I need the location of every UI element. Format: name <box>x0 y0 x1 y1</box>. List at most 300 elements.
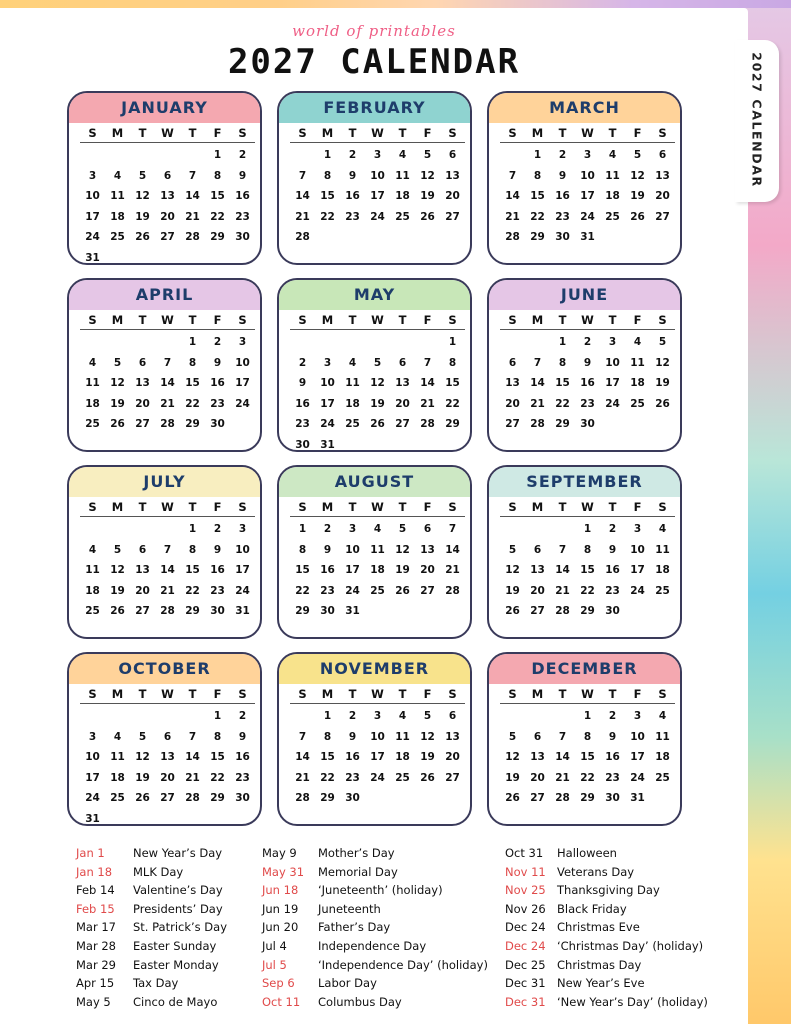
empty-day-cell <box>500 332 525 353</box>
holiday-name: Black Friday <box>557 901 627 916</box>
holiday-date: Nov 26 <box>505 901 546 916</box>
weekday-label: T <box>608 687 617 701</box>
holiday-date: Dec 31 <box>505 976 546 991</box>
weekday-label: W <box>371 500 384 514</box>
day-cell: 18 <box>605 190 620 202</box>
holiday-date: Feb 14 <box>76 883 115 898</box>
day-cell: 5 <box>633 149 642 161</box>
weekday-label: F <box>633 500 642 514</box>
day-cell: 19 <box>505 771 520 784</box>
holiday-row <box>76 881 227 900</box>
weekday-label: T <box>608 313 617 327</box>
weekday-label: S <box>238 500 247 514</box>
day-cell: 13 <box>655 169 670 182</box>
day-cell: 2 <box>213 336 222 348</box>
day-cell: 4 <box>658 523 667 535</box>
holiday-column <box>76 844 227 1011</box>
day-cell: 18 <box>110 210 125 223</box>
day-cell: 16 <box>235 190 250 202</box>
day-cell: 15 <box>185 377 200 389</box>
holiday-date: Dec 31 <box>505 994 546 1009</box>
empty-day-cell <box>155 332 180 353</box>
holiday-name: Juneteenth <box>318 901 381 916</box>
day-cell: 29 <box>320 792 335 804</box>
day-cell: 15 <box>320 190 335 202</box>
day-cell: 29 <box>185 605 200 617</box>
day-cell: 22 <box>320 771 335 784</box>
day-cell: 6 <box>163 169 172 182</box>
empty-day-cell <box>390 332 415 353</box>
day-cell: 5 <box>508 543 517 556</box>
day-cell: 1 <box>188 336 197 348</box>
day-cell: 2 <box>558 149 567 161</box>
day-cell: 2 <box>238 710 247 722</box>
day-cell: 28 <box>420 418 435 430</box>
day-cell: 2 <box>238 149 247 161</box>
day-cell: 22 <box>295 584 310 597</box>
month-card-may <box>277 278 472 452</box>
day-cell: 3 <box>583 149 592 161</box>
day-cell: 10 <box>630 730 645 743</box>
day-cell: 25 <box>370 584 385 597</box>
day-cell: 25 <box>110 231 125 243</box>
holiday-name: MLK Day <box>133 864 184 879</box>
day-cell: 19 <box>370 397 385 410</box>
weekday-label: S <box>658 313 667 327</box>
day-cell: 6 <box>533 730 542 743</box>
empty-day-cell <box>290 706 315 727</box>
holiday-row <box>76 918 227 937</box>
day-cell: 3 <box>373 149 382 161</box>
weekday-label: T <box>138 500 147 514</box>
day-cell: 27 <box>530 605 545 617</box>
day-cell: 14 <box>160 564 175 576</box>
holiday-date: Oct 31 <box>505 846 544 860</box>
day-cell: 28 <box>555 792 570 804</box>
day-cell: 27 <box>505 418 520 430</box>
day-cell: 17 <box>370 751 385 763</box>
holiday-date: Jun 20 <box>262 920 299 935</box>
day-cell: 6 <box>658 149 667 161</box>
month-header: JUNE <box>489 280 680 310</box>
day-cell: 28 <box>445 584 460 597</box>
day-cell: 12 <box>505 564 520 576</box>
day-cell: 11 <box>370 543 385 556</box>
day-cell: 16 <box>235 751 250 763</box>
day-cell: 13 <box>395 377 410 389</box>
day-cell: 9 <box>608 543 617 556</box>
day-cell: 12 <box>135 751 150 763</box>
day-cell: 11 <box>110 190 125 202</box>
weekday-label: S <box>658 687 667 701</box>
weekday-label: W <box>161 687 174 701</box>
day-cell: 25 <box>630 397 645 410</box>
weekday-label: T <box>188 126 197 140</box>
holiday-name: New Year’s Eve <box>557 976 645 991</box>
month-header: JULY <box>69 467 260 497</box>
weekday-label: M <box>531 500 544 514</box>
day-cell: 25 <box>655 771 670 784</box>
weekday-label: T <box>348 500 357 514</box>
holiday-date: Jul 4 <box>262 938 287 953</box>
day-cell: 10 <box>370 730 385 743</box>
weekday-label: S <box>658 126 667 140</box>
holiday-row <box>76 863 227 882</box>
empty-day-cell <box>525 519 550 540</box>
weekday-label: F <box>423 687 432 701</box>
day-cell: 1 <box>323 149 332 161</box>
day-cell: 28 <box>160 605 175 617</box>
day-cell: 6 <box>398 356 407 369</box>
weekday-label: M <box>321 687 334 701</box>
day-cell: 7 <box>558 730 567 743</box>
day-cell: 4 <box>348 356 357 369</box>
day-cell: 26 <box>505 605 520 617</box>
day-cell: 28 <box>505 231 520 243</box>
day-cell: 25 <box>345 418 360 430</box>
day-cell: 17 <box>630 564 645 576</box>
day-cell: 26 <box>505 792 520 804</box>
empty-day-cell <box>105 332 130 353</box>
weekday-label: S <box>88 500 97 514</box>
month-header: FEBRUARY <box>279 93 470 123</box>
empty-day-cell <box>105 706 130 727</box>
day-cell: 12 <box>395 543 410 556</box>
day-cell: 9 <box>583 356 592 369</box>
weekday-label: S <box>448 500 457 514</box>
holiday-name: ‘New Year’s Day’ (holiday) <box>557 994 708 1009</box>
weekday-label: T <box>558 687 567 701</box>
day-cell: 20 <box>160 210 175 223</box>
weekday-label: S <box>298 500 307 514</box>
day-cell: 23 <box>210 584 225 597</box>
day-cell: 14 <box>420 377 435 389</box>
weekday-label: M <box>111 500 124 514</box>
weekday-label: M <box>111 126 124 140</box>
day-cell: 11 <box>110 751 125 763</box>
day-cell: 27 <box>135 418 150 430</box>
day-cell: 16 <box>605 751 620 763</box>
day-cell: 13 <box>160 190 175 202</box>
day-cell: 15 <box>445 377 460 389</box>
day-cell: 11 <box>345 377 360 389</box>
empty-day-cell <box>80 332 105 353</box>
holiday-date: Jul 5 <box>262 957 287 972</box>
weekday-label: W <box>581 126 594 140</box>
holiday-name: Mother’s Day <box>318 846 395 860</box>
day-cell: 7 <box>448 523 457 535</box>
day-cell: 27 <box>530 792 545 804</box>
day-cell: 1 <box>188 523 197 535</box>
weekday-header-row <box>80 126 255 143</box>
day-cell: 26 <box>135 792 150 804</box>
holiday-row <box>505 918 708 937</box>
holiday-row <box>262 918 488 937</box>
day-cell: 31 <box>345 605 360 617</box>
holiday-row <box>505 881 708 900</box>
top-color-band <box>0 0 791 8</box>
weekday-label: T <box>558 126 567 140</box>
day-cell: 6 <box>138 543 147 556</box>
day-cell: 8 <box>558 356 567 369</box>
weekday-label: T <box>558 313 567 327</box>
day-cell: 17 <box>370 190 385 202</box>
day-cell: 2 <box>348 149 357 161</box>
weekday-label: W <box>371 313 384 327</box>
day-cell: 1 <box>213 149 222 161</box>
holiday-name: Columbus Day <box>318 994 402 1009</box>
empty-day-cell <box>155 145 180 166</box>
day-cell: 30 <box>235 792 250 804</box>
day-cell: 21 <box>555 771 570 784</box>
day-cell: 21 <box>185 210 200 223</box>
weekday-label: S <box>298 687 307 701</box>
day-cell: 23 <box>605 771 620 784</box>
day-cell: 30 <box>580 418 595 430</box>
day-cell: 16 <box>555 190 570 202</box>
holiday-date: Jan 18 <box>76 864 113 879</box>
day-cell: 18 <box>630 377 645 389</box>
holiday-name: ‘Juneteenth’ (holiday) <box>318 883 443 898</box>
empty-day-cell <box>155 519 180 540</box>
day-cell: 24 <box>370 210 385 223</box>
day-cell: 15 <box>580 751 595 763</box>
day-cell: 4 <box>113 169 122 182</box>
holiday-row <box>505 937 708 956</box>
days-grid <box>290 145 470 248</box>
day-cell: 18 <box>85 397 100 410</box>
day-cell: 6 <box>423 523 432 535</box>
holiday-name: Independence Day <box>318 938 427 953</box>
month-header: NOVEMBER <box>279 654 470 684</box>
day-cell: 30 <box>345 792 360 804</box>
day-cell: 22 <box>185 584 200 597</box>
day-cell: 2 <box>323 523 332 535</box>
day-cell: 16 <box>320 564 335 576</box>
day-cell: 18 <box>370 564 385 576</box>
holiday-date: May 9 <box>262 846 297 860</box>
day-cell: 24 <box>320 418 335 430</box>
day-cell: 7 <box>188 169 197 182</box>
day-cell: 5 <box>423 149 432 161</box>
weekday-label: M <box>531 126 544 140</box>
day-cell: 28 <box>185 231 200 243</box>
day-cell: 13 <box>445 169 460 182</box>
day-cell: 12 <box>135 190 150 202</box>
holiday-column <box>505 844 708 1011</box>
holiday-row <box>505 844 708 863</box>
day-cell: 17 <box>320 397 335 410</box>
day-cell: 4 <box>398 149 407 161</box>
day-cell: 13 <box>135 564 150 576</box>
day-cell: 25 <box>85 418 100 430</box>
day-cell: 27 <box>445 771 460 784</box>
day-cell: 15 <box>530 190 545 202</box>
day-cell: 13 <box>445 730 460 743</box>
empty-day-cell <box>315 332 340 353</box>
holiday-name: St. Patrick’s Day <box>133 920 228 935</box>
day-cell: 18 <box>655 564 670 576</box>
month-header: JANUARY <box>69 93 260 123</box>
weekday-label: M <box>321 313 334 327</box>
day-cell: 22 <box>320 210 335 223</box>
day-cell: 22 <box>530 210 545 223</box>
day-cell: 11 <box>655 730 670 743</box>
empty-day-cell <box>105 519 130 540</box>
empty-day-cell <box>525 706 550 727</box>
day-cell: 20 <box>420 564 435 576</box>
day-cell: 25 <box>395 210 410 223</box>
day-cell: 24 <box>605 397 620 410</box>
day-cell: 27 <box>445 210 460 223</box>
holiday-date: Dec 25 <box>505 957 546 972</box>
day-cell: 27 <box>135 605 150 617</box>
month-header: MAY <box>279 280 470 310</box>
holiday-date: Oct 11 <box>262 994 301 1009</box>
holiday-date: Dec 24 <box>505 920 546 935</box>
day-cell: 8 <box>213 730 222 743</box>
day-cell: 12 <box>110 564 125 576</box>
days-grid <box>500 145 680 248</box>
holiday-date: Apr 15 <box>76 976 115 991</box>
weekday-label: T <box>608 126 617 140</box>
weekday-label: F <box>423 500 432 514</box>
day-cell: 31 <box>320 438 335 451</box>
day-cell: 5 <box>113 543 122 556</box>
weekday-label: S <box>658 500 667 514</box>
day-cell: 17 <box>580 190 595 202</box>
empty-day-cell <box>550 706 575 727</box>
day-cell: 8 <box>213 169 222 182</box>
weekday-header-row <box>500 687 675 704</box>
day-cell: 15 <box>555 377 570 389</box>
weekday-label: F <box>423 313 432 327</box>
day-cell: 11 <box>655 543 670 556</box>
day-cell: 12 <box>110 377 125 389</box>
day-cell: 12 <box>420 169 435 182</box>
day-cell: 1 <box>558 336 567 348</box>
day-cell: 1 <box>213 710 222 722</box>
month-header: DECEMBER <box>489 654 680 684</box>
day-cell: 27 <box>655 210 670 223</box>
month-card-november <box>277 652 472 826</box>
holiday-row <box>262 937 488 956</box>
month-header: APRIL <box>69 280 260 310</box>
day-cell: 13 <box>135 377 150 389</box>
weekday-label: T <box>398 500 407 514</box>
weekday-label: T <box>608 500 617 514</box>
day-cell: 1 <box>533 149 542 161</box>
day-cell: 21 <box>160 584 175 597</box>
day-cell: 28 <box>555 605 570 617</box>
day-cell: 23 <box>210 397 225 410</box>
weekday-header-row <box>500 126 675 143</box>
holiday-row <box>76 956 227 975</box>
empty-day-cell <box>500 706 525 727</box>
day-cell: 10 <box>320 377 335 389</box>
holiday-row <box>505 956 708 975</box>
day-cell: 29 <box>445 418 460 430</box>
month-card-december <box>487 652 682 826</box>
day-cell: 20 <box>655 190 670 202</box>
day-cell: 14 <box>555 564 570 576</box>
day-cell: 17 <box>235 377 250 389</box>
weekday-label: S <box>448 313 457 327</box>
day-cell: 19 <box>110 397 125 410</box>
day-cell: 1 <box>583 523 592 535</box>
holiday-name: Tax Day <box>133 976 179 991</box>
month-card-april <box>67 278 262 452</box>
day-cell: 18 <box>345 397 360 410</box>
day-cell: 7 <box>163 543 172 556</box>
day-cell: 3 <box>238 336 247 348</box>
day-cell: 13 <box>505 377 520 389</box>
day-cell: 11 <box>85 564 100 576</box>
holiday-name: ‘Independence Day’ (holiday) <box>318 957 488 972</box>
day-cell: 8 <box>188 543 197 556</box>
day-cell: 21 <box>295 210 310 223</box>
holiday-row <box>505 900 708 919</box>
empty-day-cell <box>130 706 155 727</box>
day-cell: 17 <box>85 771 100 784</box>
day-cell: 25 <box>110 792 125 804</box>
weekday-label: F <box>633 313 642 327</box>
day-cell: 9 <box>213 356 222 369</box>
day-cell: 23 <box>235 210 250 223</box>
day-cell: 9 <box>558 169 567 182</box>
day-cell: 20 <box>530 584 545 597</box>
holiday-date: Feb 15 <box>76 901 115 916</box>
day-cell: 10 <box>630 543 645 556</box>
day-cell: 10 <box>370 169 385 182</box>
day-cell: 15 <box>210 190 225 202</box>
days-grid <box>80 519 260 622</box>
day-cell: 5 <box>423 710 432 722</box>
day-cell: 23 <box>295 418 310 430</box>
day-cell: 20 <box>135 584 150 597</box>
page-title: 2027 CALENDAR <box>227 42 521 82</box>
day-cell: 4 <box>658 710 667 722</box>
days-grid <box>500 332 680 435</box>
day-cell: 4 <box>88 356 97 369</box>
day-cell: 15 <box>210 751 225 763</box>
day-cell: 9 <box>238 730 247 743</box>
weekday-label: T <box>398 126 407 140</box>
day-cell: 26 <box>135 231 150 243</box>
empty-day-cell <box>525 332 550 353</box>
weekday-header-row <box>290 687 465 704</box>
day-cell: 24 <box>85 231 100 243</box>
day-cell: 6 <box>508 356 517 369</box>
holiday-row <box>76 844 227 863</box>
day-cell: 16 <box>345 190 360 202</box>
days-grid <box>290 519 470 622</box>
holiday-name: Easter Sunday <box>133 938 217 953</box>
empty-day-cell <box>415 332 440 353</box>
day-cell: 4 <box>113 730 122 743</box>
day-cell: 23 <box>235 771 250 784</box>
day-cell: 19 <box>395 564 410 576</box>
day-cell: 7 <box>423 356 432 369</box>
day-cell: 10 <box>235 543 250 556</box>
day-cell: 30 <box>210 418 225 430</box>
day-cell: 21 <box>555 584 570 597</box>
weekday-label: W <box>161 126 174 140</box>
day-cell: 6 <box>138 356 147 369</box>
empty-day-cell <box>500 145 525 166</box>
holiday-date: Sep 6 <box>262 976 295 991</box>
weekday-label: M <box>531 687 544 701</box>
